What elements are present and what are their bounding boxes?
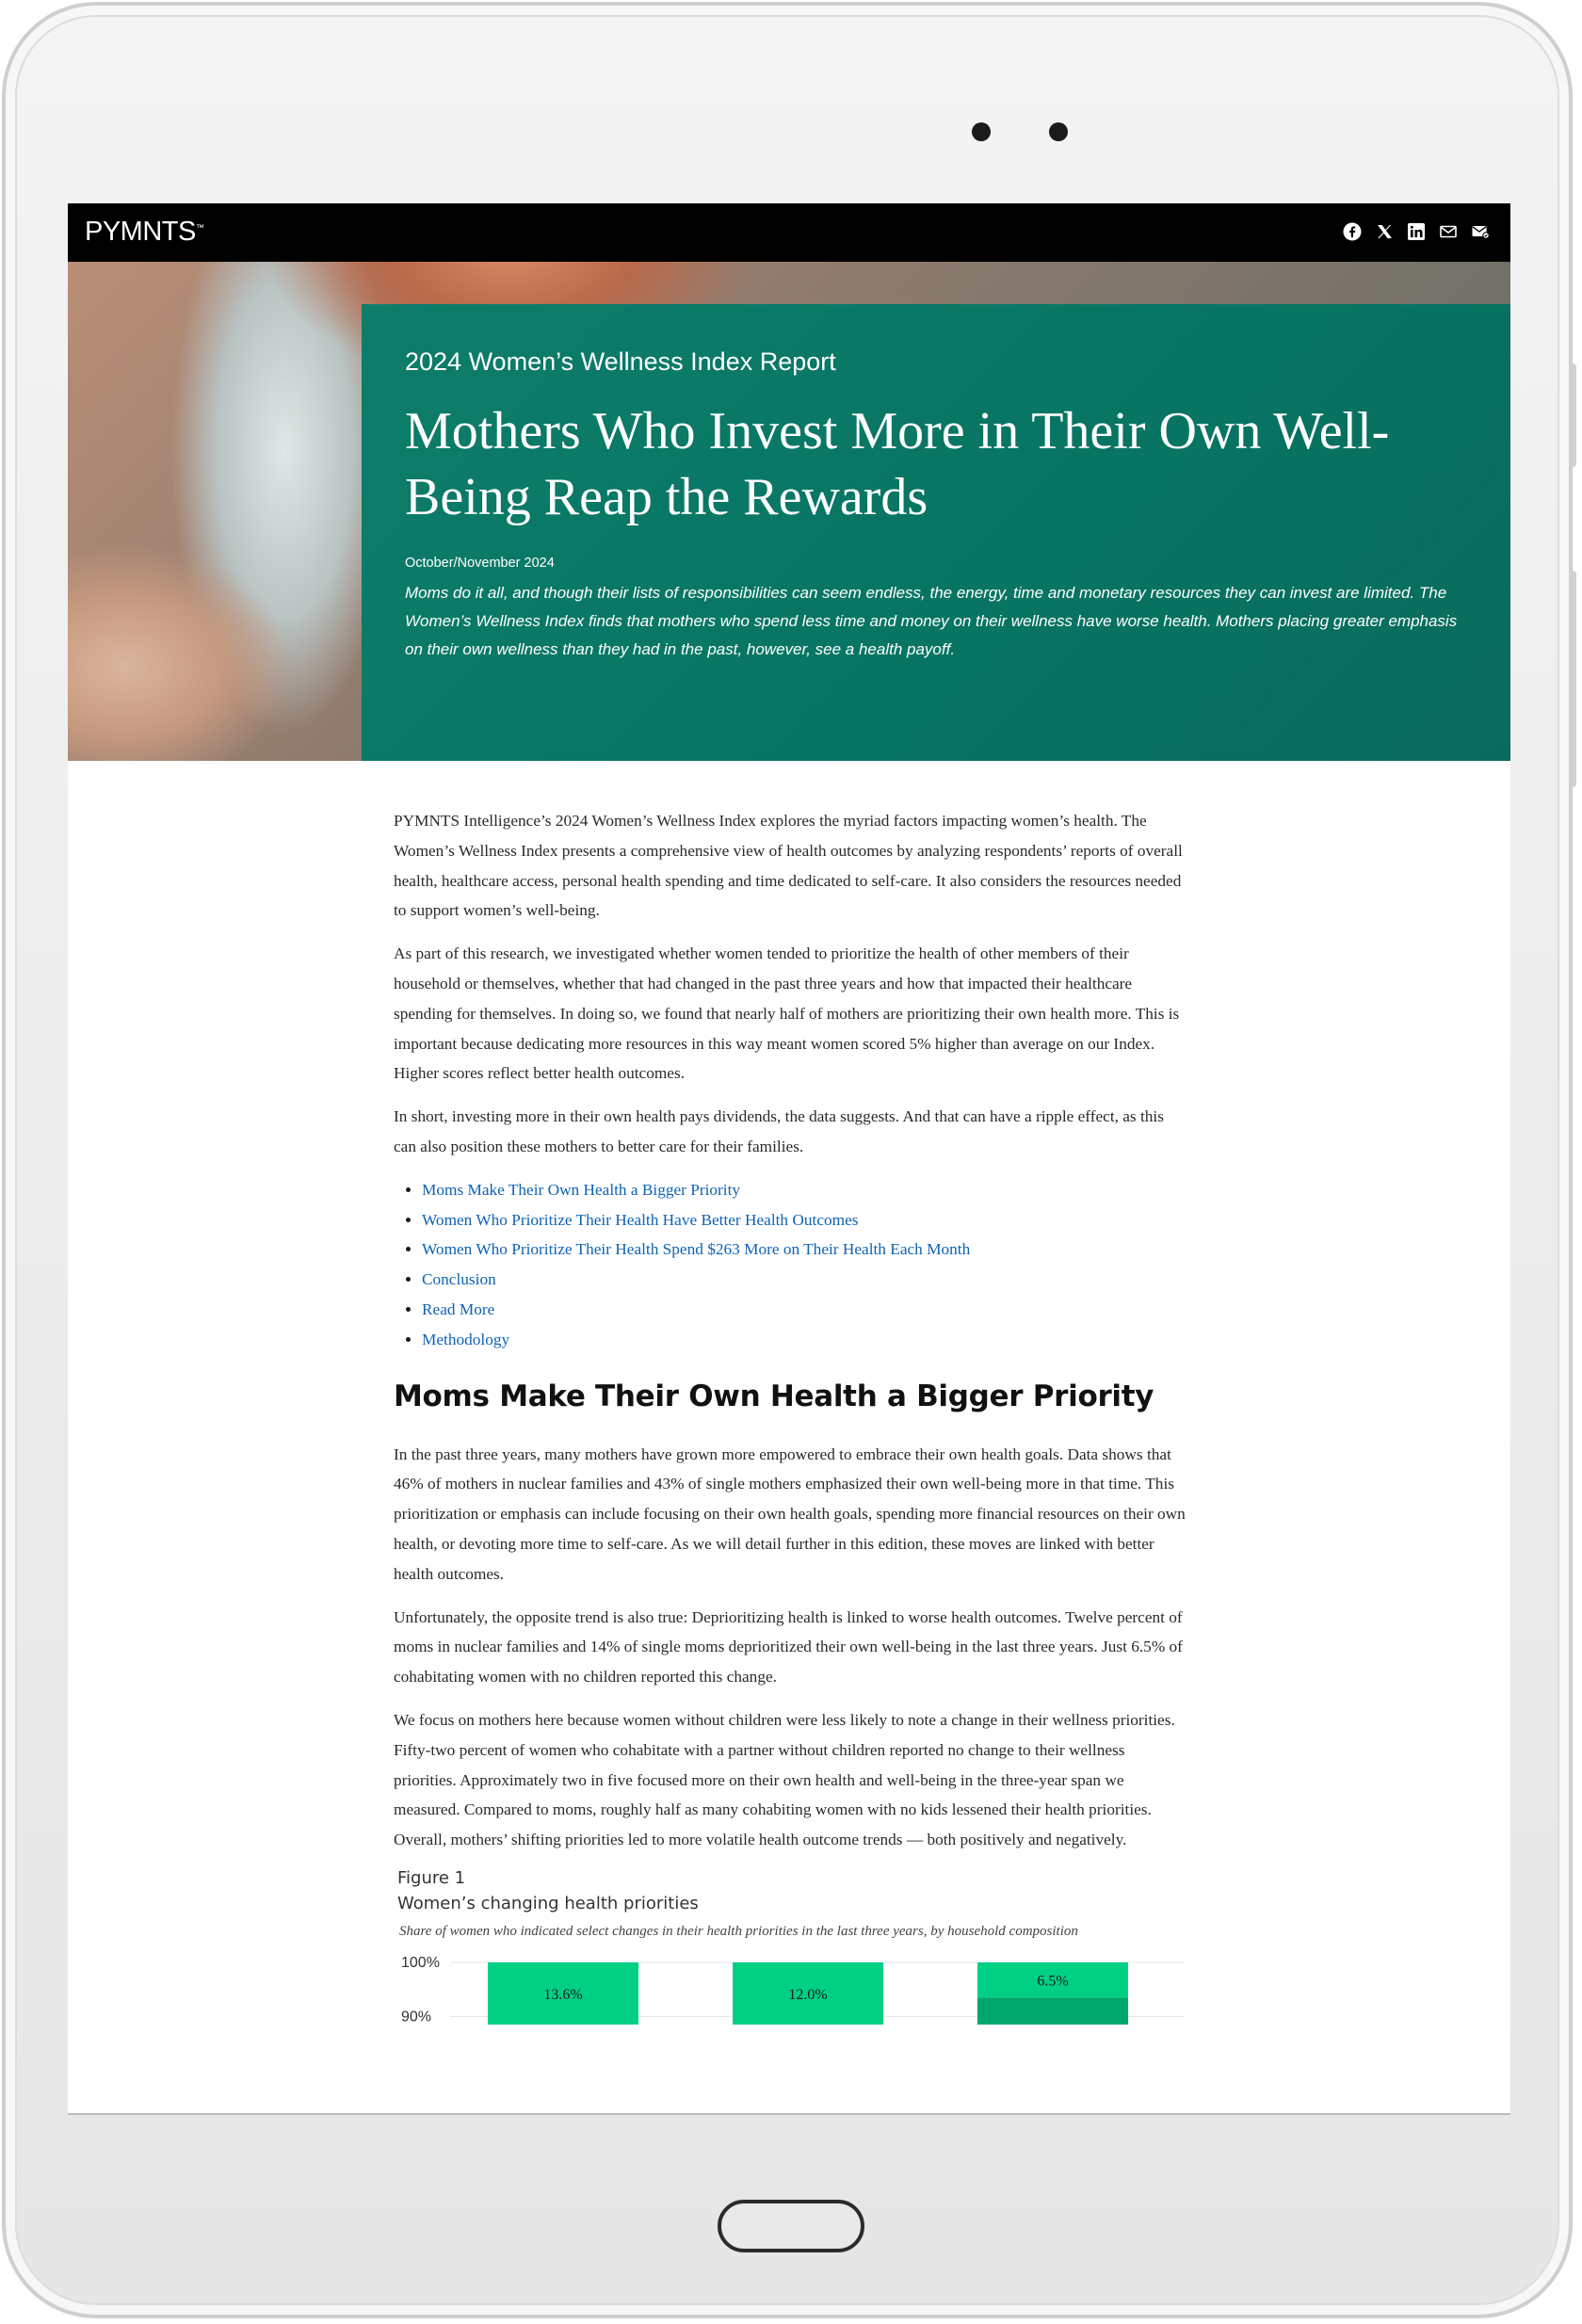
toc-item — [422, 1235, 1190, 1265]
bar-chart — [394, 1949, 1185, 2025]
toc-item — [422, 1175, 1190, 1205]
intro-paragraph: In short, investing more in their own health pays dividends, the data suggests. And that can have a ripple effect, as this can also position these mothers to better care for their families. — [394, 1107, 1164, 1155]
toc-link-health-outcomes[interactable]: Women Who Prioritize Their Health Have Better Health Outcomes — [422, 1210, 859, 1229]
data-label: 12.0% — [788, 1986, 828, 2003]
camera-icon — [972, 122, 991, 141]
intro-paragraph: PYMNTS Intelligence’s 2024 Women’s Wellness Index explores the myriad factors impacting women’s health. The Women’s Wellness Index presents a comprehensive view of health outcomes by analyzing respondents’ reports of overall health, healthcare access, personal health spending and time dedicated to self-care. It also considers the resources needed to support women’s well-being. — [394, 812, 1183, 920]
page-title: Mothers Who Invest More in Their Own Well-Being Reap the Rewards — [405, 402, 1390, 526]
intro-paragraph: As part of this research, we investigated whether women tended to prioritize the health of other members of their household or themselves, whether that had changed in the past three years and how that impacted their healthcare spending for themselves. In doing so, we found that nearly half of mothers are prioritizing their own health more. This is important because dedicating more resources in this way meant women scored 5% higher than average on our Index. Higher scores reflect better health outcomes. — [394, 944, 1180, 1083]
data-label: 6.5% — [1037, 1973, 1069, 1990]
home-button[interactable] — [718, 2200, 864, 2252]
section-heading: Moms Make Their Own Health a Bigger Priority — [394, 1379, 1154, 1413]
chart-svg — [394, 1949, 1185, 2025]
figure-title: Women’s changing health priorities — [397, 1893, 699, 1913]
y-tick-label: 90% — [401, 2009, 432, 2025]
figure-subtitle: Share of women who indicated select changes in their health priorities in the last three years, by household composition — [399, 1923, 1078, 1939]
facebook-icon[interactable] — [1343, 222, 1362, 241]
screen — [68, 203, 1510, 2115]
section-paragraph: Unfortunately, the opposite trend is also true: Deprioritizing health is linked to worse health outcomes. Twelve percent of moms in nuclear families and 14% of single moms deprioritized their own well-being in the last three years. Just 6.5% of cohabitating women with no children reported this change. — [394, 1607, 1183, 1687]
y-tick-label: 100% — [401, 1954, 440, 1971]
toc-item — [422, 1295, 1190, 1325]
figure-1 — [394, 1868, 1190, 2025]
toc-item — [422, 1265, 1190, 1295]
sensor-icon — [1049, 122, 1068, 141]
toc-link-health-spend[interactable]: Women Who Prioritize Their Health Spend $263 More on Their Health Each Month — [422, 1240, 971, 1259]
toc-link-moms-priority[interactable]: Moms Make Their Own Health a Bigger Priority — [422, 1180, 741, 1199]
toc-link-conclusion[interactable]: Conclusion — [422, 1270, 496, 1289]
toc-item — [422, 1325, 1190, 1355]
article-body — [394, 806, 1190, 2025]
x-icon[interactable] — [1375, 222, 1394, 241]
email-icon[interactable] — [1439, 222, 1458, 241]
power-button — [1569, 571, 1576, 787]
site-header — [68, 203, 1510, 262]
social-share-bar — [1343, 222, 1490, 241]
figure-number: Figure 1 — [397, 1867, 466, 1888]
report-summary: Moms do it all, and though their lists of responsibilities can seem endless, the energy, time and monetary resources they can invest are limited. The Women’s Wellness Index finds that mothers who spend less time and money on their wellness have worse health. Mothers placing greater emphasis on their own wellness than they had in the past, however, see a health payoff. — [405, 584, 1458, 658]
data-label: 13.6% — [543, 1986, 583, 2003]
hero-banner — [68, 262, 1510, 761]
report-kicker: 2024 Women’s Wellness Index Report — [405, 347, 836, 376]
toc-item — [422, 1205, 1190, 1235]
volume-button — [1569, 363, 1576, 467]
newsletter-icon[interactable] — [1471, 222, 1490, 241]
table-of-contents — [394, 1175, 1190, 1355]
report-date: October/November 2024 — [405, 556, 555, 571]
toc-link-methodology[interactable]: Methodology — [422, 1330, 510, 1348]
linkedin-icon[interactable] — [1407, 222, 1426, 241]
pymnts-logo[interactable]: PYMNTS™ — [85, 217, 204, 247]
section-paragraph: We focus on mothers here because women without children were less likely to note a change in their wellness priorities. Fifty-two percent of women who cohabitate with a partner without children reported no change to their wellness priorities. Approximately two in five focused more on their own health and well-being in the three-year span we measured. Compared to moms, roughly half as many cohabiting women with no kids lessened their health priorities. Overall, mothers’ shifting priorities led to more volatile health outcome trends — both positively and negatively. — [394, 1710, 1175, 1849]
section-paragraph: In the past three years, many mothers have grown more empowered to embrace their own health goals. Data shows that 46% of mothers in nuclear families and 43% of single mothers emphasized their own well-being more in that time. This prioritization or emphasis can include focusing on their own health goals, spending more financial resources on their own health, or devoting more time to self-care. As we will detail further in this edition, these moves are linked with better health outcomes. — [394, 1444, 1186, 1583]
bar-segment — [977, 1997, 1128, 2025]
toc-link-read-more[interactable]: Read More — [422, 1299, 495, 1318]
hero-panel — [362, 304, 1510, 761]
screen-bottom-edge — [68, 2113, 1510, 2115]
